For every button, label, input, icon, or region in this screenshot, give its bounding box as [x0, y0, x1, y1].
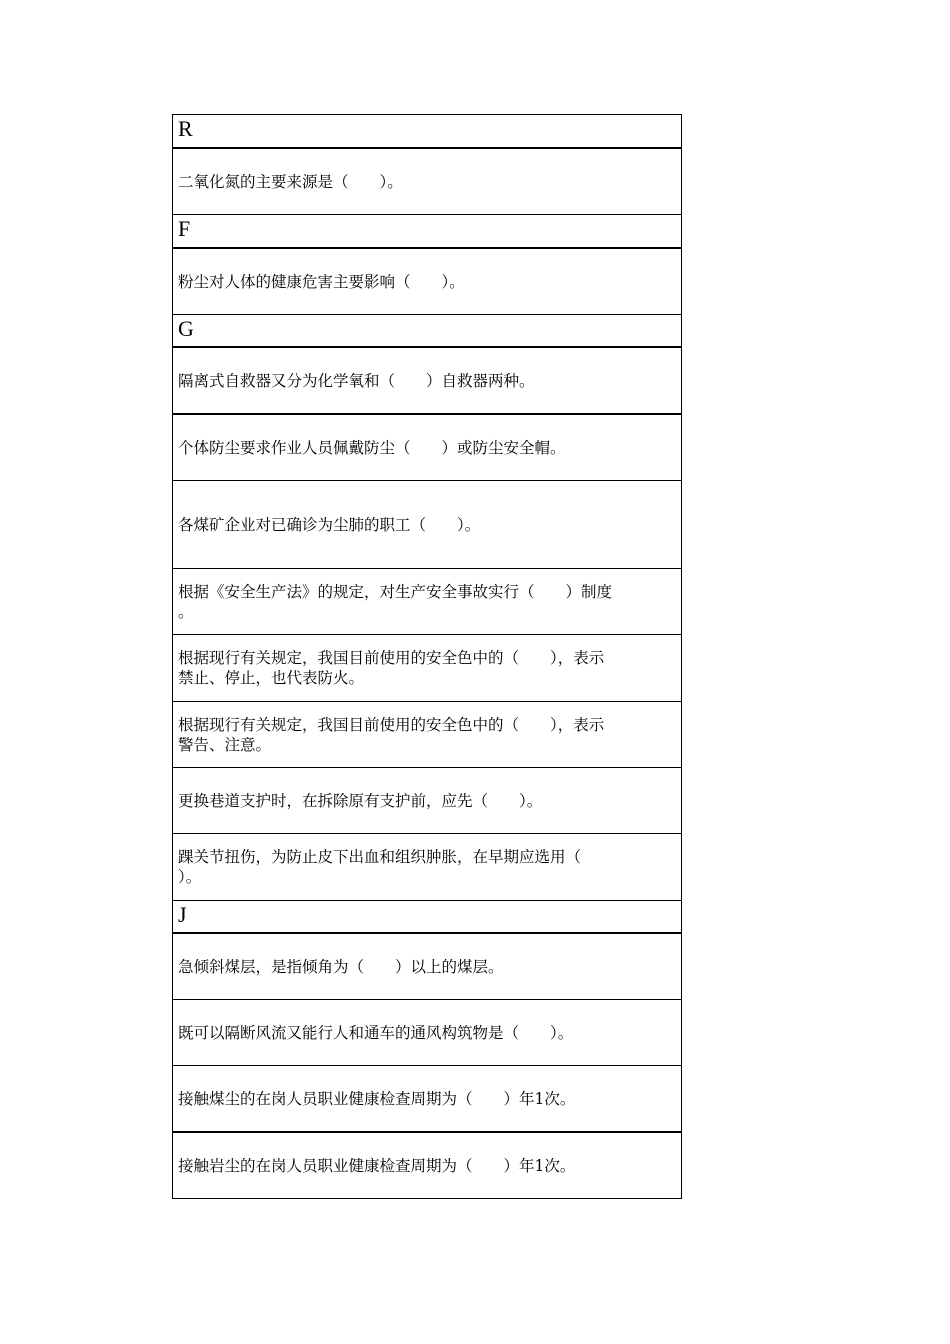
question-text: 各煤矿企业对已确诊为尘肺的职工（ ）。 [178, 515, 481, 534]
section-letter: G [178, 316, 194, 341]
question-text: 隔离式自救器又分为化学氧和（ ）自救器两种。 [178, 371, 535, 390]
question-text: 踝关节扭伤，为防止皮下出血和组织肿胀，在早期应选用（ ）。 [178, 848, 582, 886]
question-text: 接触煤尘的在岗人员职业健康检查周期为（ ）年1次。 [178, 1089, 576, 1108]
question-text: 个体防尘要求作业人员佩戴防尘（ ）或防尘安全帽。 [178, 438, 566, 457]
question-text: 粉尘对人体的健康危害主要影响（ ）。 [178, 272, 465, 291]
question-text: 既可以隔断风流又能行人和通车的通风构筑物是（ ）。 [178, 1023, 574, 1042]
section-letter: J [178, 902, 187, 927]
section-letter-row [173, 215, 681, 249]
question-text: 根据现行有关规定，我国目前使用的安全色中的（ ），表示 警告、注意。 [178, 715, 605, 754]
section-letter-row [173, 115, 681, 149]
question-row [173, 481, 681, 569]
section-letter-row [173, 901, 681, 934]
question-row [173, 348, 681, 415]
question-row [173, 415, 681, 481]
question-text: 二氧化氮的主要来源是（ ）。 [178, 172, 403, 191]
question-text: 接触岩尘的在岗人员职业健康检查周期为（ ）年1次。 [178, 1156, 576, 1175]
question-row [173, 1133, 681, 1198]
question-row [173, 934, 681, 1000]
section-letter: R [178, 116, 193, 141]
question-row [173, 635, 681, 702]
question-row [173, 834, 681, 901]
question-text: 根据现行有关规定，我国目前使用的安全色中的（ ），表示 禁止、停止，也代表防火。 [178, 649, 605, 687]
question-text: 急倾斜煤层，是指倾角为（ ）以上的煤层。 [178, 957, 504, 976]
section-letter: F [178, 216, 191, 241]
question-row [173, 569, 681, 635]
question-table [172, 114, 682, 1199]
question-text: 根据《安全生产法》的规定，对生产安全事故实行（ ）制度 。 [178, 582, 613, 621]
question-row [173, 249, 681, 315]
question-row [173, 702, 681, 768]
question-row [173, 1066, 681, 1133]
section-letter-row [173, 315, 681, 348]
question-row [173, 1000, 681, 1066]
question-row [173, 768, 681, 834]
question-row [173, 149, 681, 215]
question-text: 更换巷道支护时，在拆除原有支护前，应先（ ）。 [178, 791, 543, 810]
